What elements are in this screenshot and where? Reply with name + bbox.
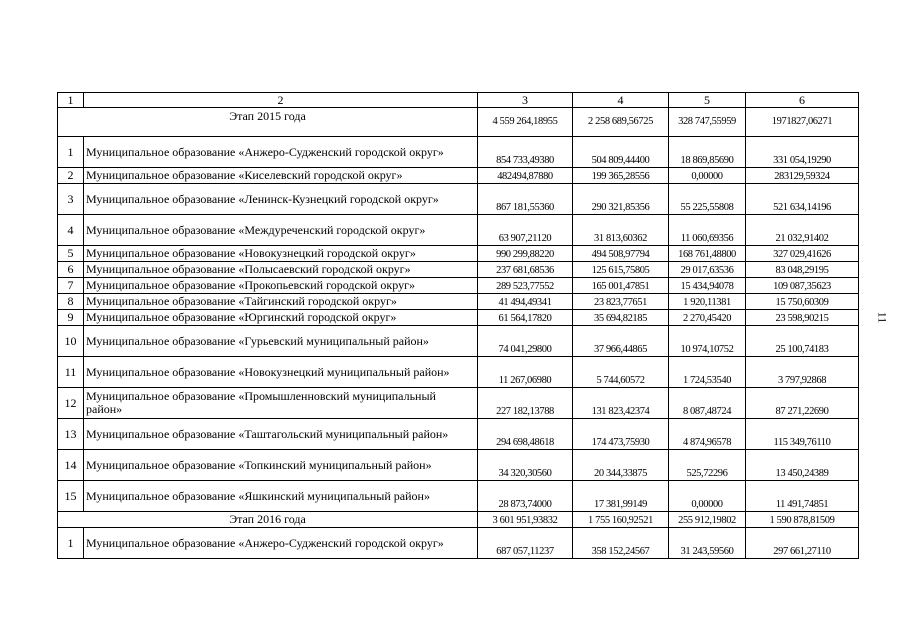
municipality-name: Муниципальное образование «Яшкинский муниципальный район» bbox=[84, 481, 478, 512]
amount-cell: 10 974,10752 bbox=[669, 326, 746, 357]
municipality-name: Муниципальное образование «Междуреченский городской округ» bbox=[84, 215, 478, 246]
amount-cell: 11 060,69356 bbox=[669, 215, 746, 246]
municipality-name: Муниципальное образование «Юргинский городской округ» bbox=[84, 310, 478, 326]
municipality-name: Муниципальное образование «Промышленновский муниципальный район» bbox=[84, 388, 478, 419]
amount-cell: 289 523,77552 bbox=[478, 278, 573, 294]
amount-cell: 5 744,60572 bbox=[573, 357, 669, 388]
amount-cell: 0,00000 bbox=[669, 168, 746, 184]
amount-cell: 494 508,97794 bbox=[573, 246, 669, 262]
amount-cell: 74 041,29800 bbox=[478, 326, 573, 357]
municipality-name: Муниципальное образование «Ленинск-Кузнецкий городской округ» bbox=[84, 184, 478, 215]
amount-cell: 1 920,11381 bbox=[669, 294, 746, 310]
row-number: 2 bbox=[58, 168, 84, 184]
amount-cell: 29 017,63536 bbox=[669, 262, 746, 278]
amount-cell: 35 694,82185 bbox=[573, 310, 669, 326]
amount-cell: 3 797,92868 bbox=[746, 357, 859, 388]
table-row bbox=[58, 326, 859, 357]
amount-cell: 41 494,49341 bbox=[478, 294, 573, 310]
column-number-cell: 3 bbox=[478, 93, 573, 108]
row-number: 5 bbox=[58, 246, 84, 262]
table-body bbox=[58, 93, 859, 559]
stage-label: Этап 2016 года bbox=[58, 512, 478, 528]
municipality-name: Муниципальное образование «Новокузнецкий городской округ» bbox=[84, 246, 478, 262]
amount-cell: 283129,59324 bbox=[746, 168, 859, 184]
amount-cell: 174 473,75930 bbox=[573, 419, 669, 450]
budget-table bbox=[57, 92, 859, 559]
amount-cell: 25 100,74183 bbox=[746, 326, 859, 357]
amount-cell: 290 321,85356 bbox=[573, 184, 669, 215]
amount-cell: 990 299,88220 bbox=[478, 246, 573, 262]
row-number: 14 bbox=[58, 450, 84, 481]
amount-cell: 20 344,33875 bbox=[573, 450, 669, 481]
amount-cell: 331 054,19290 bbox=[746, 137, 859, 168]
row-number: 4 bbox=[58, 215, 84, 246]
amount-cell: 34 320,30560 bbox=[478, 450, 573, 481]
amount-cell: 37 966,44865 bbox=[573, 326, 669, 357]
amount-cell: 115 349,76110 bbox=[746, 419, 859, 450]
stage-total-value: 1 590 878,81509 bbox=[746, 512, 859, 528]
amount-cell: 4 874,96578 bbox=[669, 419, 746, 450]
table-row bbox=[58, 419, 859, 450]
amount-cell: 15 434,94078 bbox=[669, 278, 746, 294]
amount-cell: 125 615,75805 bbox=[573, 262, 669, 278]
amount-cell: 55 225,55808 bbox=[669, 184, 746, 215]
amount-cell: 11 267,06980 bbox=[478, 357, 573, 388]
amount-cell: 2 270,45420 bbox=[669, 310, 746, 326]
amount-cell: 358 152,24567 bbox=[573, 528, 669, 559]
amount-cell: 1 724,53540 bbox=[669, 357, 746, 388]
amount-cell: 327 029,41626 bbox=[746, 246, 859, 262]
row-number: 1 bbox=[58, 137, 84, 168]
amount-cell: 23 598,90215 bbox=[746, 310, 859, 326]
stage-label: Этап 2015 года bbox=[58, 108, 478, 137]
stage-total-row bbox=[58, 108, 859, 137]
amount-cell: 31 813,60362 bbox=[573, 215, 669, 246]
amount-cell: 21 032,91402 bbox=[746, 215, 859, 246]
municipality-name: Муниципальное образование «Анжеро-Судженский городской округ» bbox=[84, 137, 478, 168]
amount-cell: 83 048,29195 bbox=[746, 262, 859, 278]
amount-cell: 0,00000 bbox=[669, 481, 746, 512]
column-number-cell: 4 bbox=[573, 93, 669, 108]
row-number: 3 bbox=[58, 184, 84, 215]
column-number-cell: 6 bbox=[746, 93, 859, 108]
municipality-name: Муниципальное образование «Прокопьевский городской округ» bbox=[84, 278, 478, 294]
stage-total-value: 328 747,55959 bbox=[669, 108, 746, 137]
amount-cell: 31 243,59560 bbox=[669, 528, 746, 559]
amount-cell: 521 634,14196 bbox=[746, 184, 859, 215]
amount-cell: 17 381,99149 bbox=[573, 481, 669, 512]
municipality-name: Муниципальное образование «Топкинский муниципальный район» bbox=[84, 450, 478, 481]
page-number: 11 bbox=[875, 311, 890, 324]
row-number: 13 bbox=[58, 419, 84, 450]
stage-total-value: 3 601 951,93832 bbox=[478, 512, 573, 528]
amount-cell: 23 823,77651 bbox=[573, 294, 669, 310]
table-row bbox=[58, 262, 859, 278]
amount-cell: 61 564,17820 bbox=[478, 310, 573, 326]
municipality-name: Муниципальное образование «Гурьевский муниципальный район» bbox=[84, 326, 478, 357]
stage-total-value: 4 559 264,18955 bbox=[478, 108, 573, 137]
municipality-name: Муниципальное образование «Новокузнецкий муниципальный район» bbox=[84, 357, 478, 388]
amount-cell: 867 181,55360 bbox=[478, 184, 573, 215]
amount-cell: 8 087,48724 bbox=[669, 388, 746, 419]
row-number: 11 bbox=[58, 357, 84, 388]
row-number: 6 bbox=[58, 262, 84, 278]
table-row bbox=[58, 357, 859, 388]
amount-cell: 131 823,42374 bbox=[573, 388, 669, 419]
row-number: 15 bbox=[58, 481, 84, 512]
table-row bbox=[58, 168, 859, 184]
table-row bbox=[58, 450, 859, 481]
municipality-name: Муниципальное образование «Тайгинский городской округ» bbox=[84, 294, 478, 310]
stage-total-value: 1 755 160,92521 bbox=[573, 512, 669, 528]
table-row bbox=[58, 278, 859, 294]
municipality-name: Муниципальное образование «Киселевский городской округ» bbox=[84, 168, 478, 184]
amount-cell: 11 491,74851 bbox=[746, 481, 859, 512]
stage-total-value: 255 912,19802 bbox=[669, 512, 746, 528]
column-number-cell: 2 bbox=[84, 93, 478, 108]
table-row bbox=[58, 310, 859, 326]
row-number: 7 bbox=[58, 278, 84, 294]
table-row bbox=[58, 137, 859, 168]
stage-total-value: 1971827,06271 bbox=[746, 108, 859, 137]
row-number: 9 bbox=[58, 310, 84, 326]
table-row bbox=[58, 184, 859, 215]
table-row bbox=[58, 294, 859, 310]
amount-cell: 15 750,60309 bbox=[746, 294, 859, 310]
row-number: 1 bbox=[58, 528, 84, 559]
table-row bbox=[58, 246, 859, 262]
amount-cell: 199 365,28556 bbox=[573, 168, 669, 184]
amount-cell: 165 001,47851 bbox=[573, 278, 669, 294]
row-number: 12 bbox=[58, 388, 84, 419]
column-number-cell: 1 bbox=[58, 93, 84, 108]
stage-total-value: 2 258 689,56725 bbox=[573, 108, 669, 137]
amount-cell: 482494,87880 bbox=[478, 168, 573, 184]
amount-cell: 109 087,35623 bbox=[746, 278, 859, 294]
amount-cell: 525,72296 bbox=[669, 450, 746, 481]
amount-cell: 168 761,48800 bbox=[669, 246, 746, 262]
municipality-name: Муниципальное образование «Таштагольский муниципальный район» bbox=[84, 419, 478, 450]
amount-cell: 87 271,22690 bbox=[746, 388, 859, 419]
amount-cell: 13 450,24389 bbox=[746, 450, 859, 481]
amount-cell: 504 809,44400 bbox=[573, 137, 669, 168]
municipality-name: Муниципальное образование «Полысаевский городской округ» bbox=[84, 262, 478, 278]
table-row bbox=[58, 528, 859, 559]
amount-cell: 297 661,27110 bbox=[746, 528, 859, 559]
table-row bbox=[58, 388, 859, 419]
amount-cell: 28 873,74000 bbox=[478, 481, 573, 512]
amount-cell: 854 733,49380 bbox=[478, 137, 573, 168]
amount-cell: 687 057,11237 bbox=[478, 528, 573, 559]
amount-cell: 18 869,85690 bbox=[669, 137, 746, 168]
amount-cell: 237 681,68536 bbox=[478, 262, 573, 278]
table-row bbox=[58, 481, 859, 512]
amount-cell: 63 907,21120 bbox=[478, 215, 573, 246]
municipality-name: Муниципальное образование «Анжеро-Судженский городской округ» bbox=[84, 528, 478, 559]
row-number: 10 bbox=[58, 326, 84, 357]
stage-total-row bbox=[58, 512, 859, 528]
column-number-cell: 5 bbox=[669, 93, 746, 108]
table-row bbox=[58, 215, 859, 246]
column-number-row bbox=[58, 93, 859, 108]
row-number: 8 bbox=[58, 294, 84, 310]
amount-cell: 294 698,48618 bbox=[478, 419, 573, 450]
amount-cell: 227 182,13788 bbox=[478, 388, 573, 419]
